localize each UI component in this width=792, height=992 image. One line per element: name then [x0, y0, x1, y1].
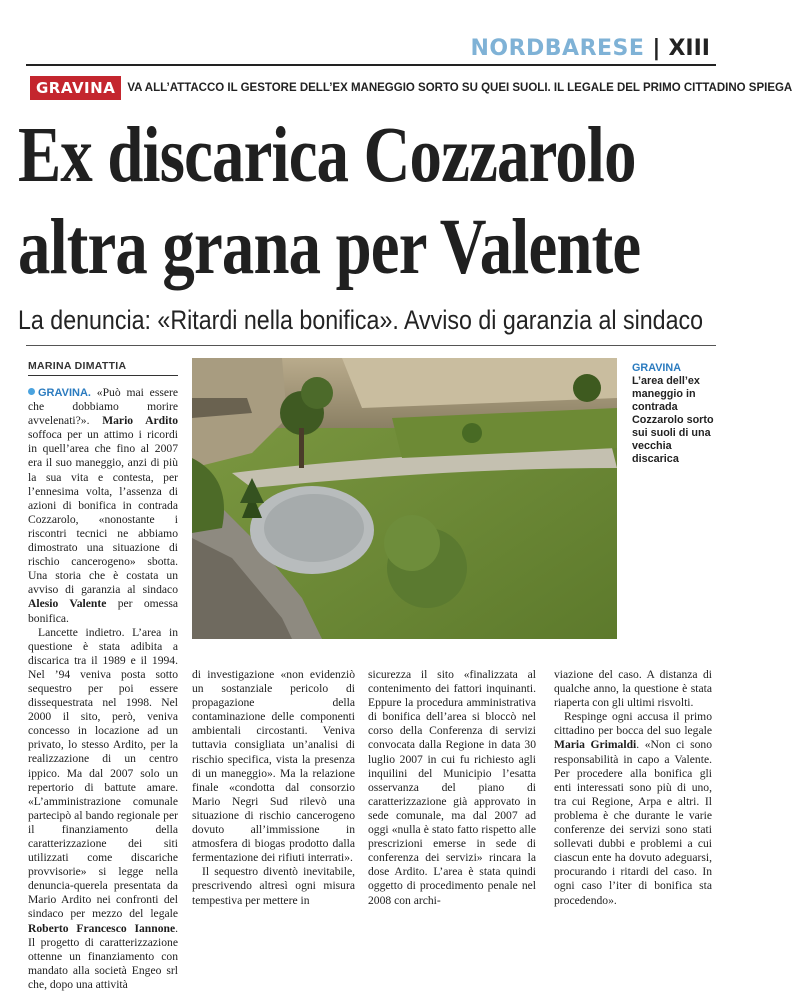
text-run: . Il progetto di caratterizzazione ottenne un finanziamento con mandato alla società Engeo srl che, dopo una attività — [28, 921, 178, 991]
article-column-1 — [28, 386, 178, 992]
text-run: «Può mai essere che dobbiamo morire avvelenati?». — [28, 386, 178, 428]
kicker-text: VA ALL’ATTACCO IL GESTORE DELL’EX MANEGGIO SORTO SU QUEI SUOLI. IL LEGALE DEL PRIMO CITTADINO SPIEGA — [127, 82, 792, 94]
text-run: . «Non ci sono responsabilità in capo a Valente. Per procedere alla bonifica gli enti interessati sono più di uno, tra cui Regione, Arpa e altri. Il problema è che durante le varie conferenze dei servizi sono stati sollevati dubbi e problemi a cui ciascun ente ha dovuto adeguarsi, procurando i ritardi del caso. In ogni caso l’iter di bonifica sta procedendo». — [554, 738, 712, 907]
person-name: Maria Grimaldi — [554, 738, 637, 752]
kicker-tag: GRAVINA — [30, 76, 121, 100]
paragraph: di investigazione «non evidenziò un sostanziale pericolo di propagazione della contaminazione delle componenti ambientali circostanti. Veniva tuttavia consigliata un’analisi di rischio specifica, vista la presenza di un maneggio». Ma la relazione finale «condotta dal consorzio Mario Negri Sud rilevò una situazione di rischio cancerogeno dovuto all’immissione in atmosfera di biogas prodotto dalla fermentazione dei rifiuti interrati». — [192, 668, 355, 865]
person-name: Mario Ardito — [102, 414, 178, 428]
headline-line-2: altra grana per Valente — [18, 204, 641, 291]
section-separator: | — [652, 36, 661, 61]
paragraph: viazione del caso. A distanza di qualche anno, la questione è stata riaperta con gli ultimi risvolti. — [554, 668, 712, 710]
person-name: Alesio Valente — [28, 597, 107, 611]
subhead: La denuncia: «Ritardi nella bonifica». Avviso di garanzia al sindaco — [18, 305, 704, 335]
lead-place: GRAVINA. — [38, 387, 91, 399]
text-run: per omessa bonifica. — [28, 597, 178, 625]
article-column-4 — [554, 668, 712, 908]
section-header — [470, 36, 710, 61]
kicker-row — [30, 76, 792, 100]
article-column-3 — [368, 668, 536, 908]
page-number: XIII — [668, 36, 710, 61]
paragraph — [28, 626, 178, 992]
dot-icon — [28, 388, 35, 395]
byline: MARINA DIMATTIA — [28, 360, 178, 376]
person-name: Roberto Francesco Iannone — [28, 921, 176, 935]
photo-caption — [632, 362, 716, 466]
headline-line-1: Ex discarica Cozzarolo — [18, 112, 636, 199]
caption-place: GRAVINA — [632, 362, 681, 374]
caption-text: L’area dell’ex maneggio in contrada Cozzarolo sorto sui suoli di una vecchia discarica — [632, 375, 714, 465]
article-column-2 — [192, 668, 355, 908]
paragraph: Il sequestro diventò inevitabile, prescrivendo altresì ogni misura tempestiva per mettere in — [192, 865, 355, 907]
subhead-rule — [26, 345, 716, 346]
text-run: soffoca per un attimo i ricordi in quell’area che fino al 2007 era il suo maneggio, anzi di più la sua vita e contesta, per l’ennesima volta, l’assenza di azioni di bonifica in contrada Cozzarolo, «nonostante i riscontri tecnici ne abbiamo dimostrato una situazione di rischio cancerogeno» sbotta. Una storia che è costata un avviso di garanzia al sindaco — [28, 428, 178, 597]
text-run: Respinge ogni accusa il primo cittadino per bocca del suo legale — [554, 710, 712, 738]
paragraph: sicurezza il sito «finalizzata al contenimento dei fattori inquinanti. Eppure la procedura amministrativa di bonifica dell’area si bloccò nel corso della Conferenza di servizi convocata dalla Regione in data 30 luglio 2007 in cui fu richiesto agli inquilini del Municipio l’esatta osservanza del piano di caratterizzazione già approvato in sede comunale, ma dal 2007 ad oggi «nulla è stato fatto rispetto alle prescrizioni emerse in sede di conferenza dei servizi» rincara la dose Ardito. L’area è stata quindi oggetto di procedimento penale nel 2008 con archi- — [368, 668, 536, 907]
top-rule — [26, 64, 716, 66]
paragraph — [28, 386, 178, 626]
landscape-photo — [192, 358, 617, 639]
text-run: Lancette indietro. L’area in questione è stata adibita a discarica tra il 1989 e il 1994. Nel ’94 veniva posta sotto sequestro per poi essere dissequestrata nel 1998. Nel 2000 il sito, però, veniva concesso in locazione ad un privato, lo stesso Ardito, per la realizzazione di un centro ippico. Ma dal 2007 solo un repertorio di battute amare. «L’amministrazione comunale partecipò al bando regionale per il finanziamento della caratterizzazione dei siti utilizzati come discariche provvisorie» si legge nella denuncia-querela presentata da Mario Ardito nei confronti del sindaco per mezzo del legale — [28, 625, 178, 921]
article-photo — [192, 358, 617, 639]
headline — [18, 110, 641, 294]
paragraph — [554, 710, 712, 907]
section-name: NORDBARESE — [470, 36, 645, 61]
